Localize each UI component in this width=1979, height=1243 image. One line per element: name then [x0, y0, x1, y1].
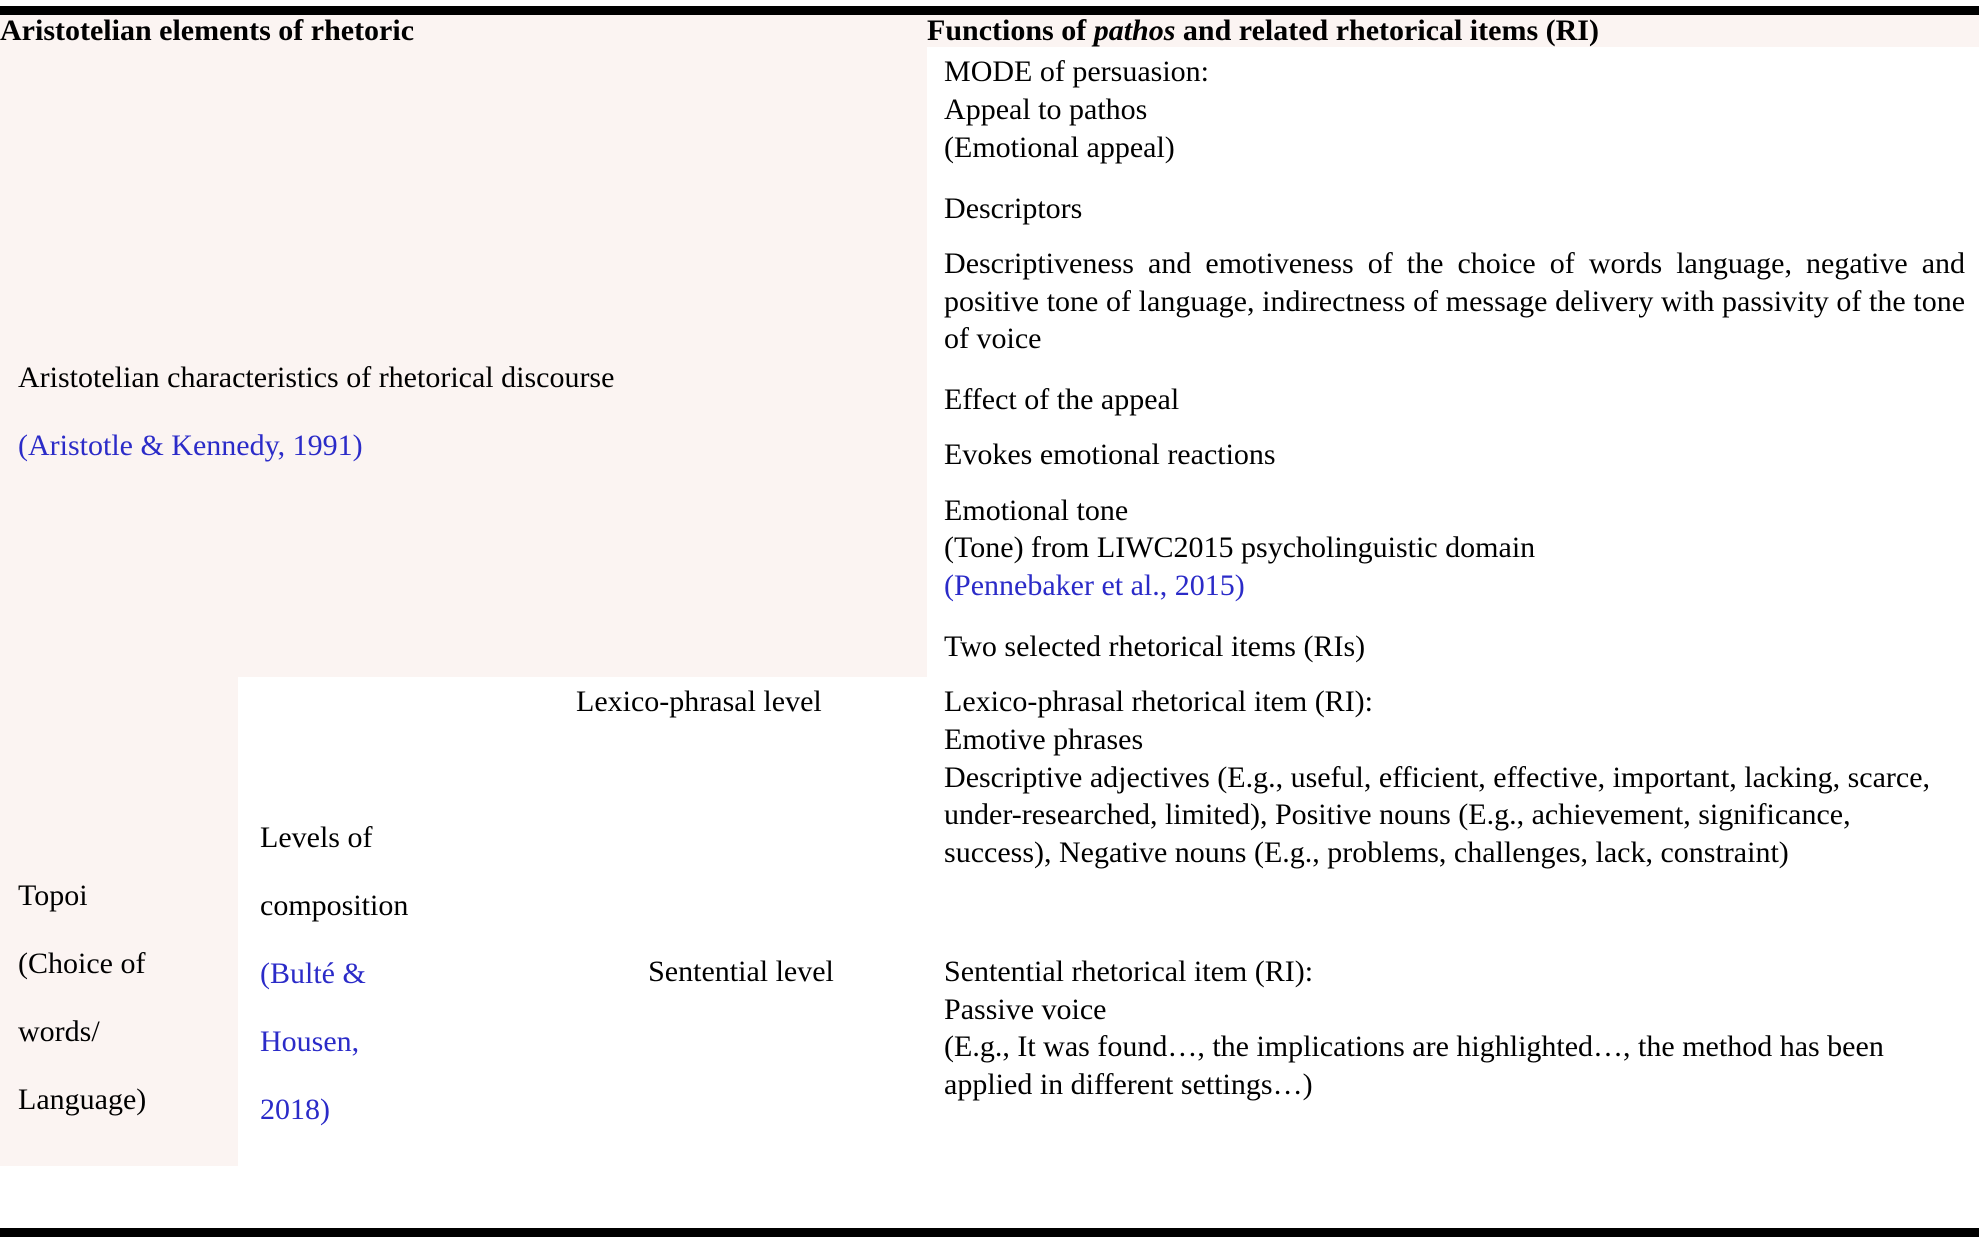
ri-line: (Tone) from LIWC2015 psycholinguistic domain: [944, 531, 1536, 565]
levels-line: Levels of: [260, 821, 373, 855]
aristotle-kennedy-citation: (Aristotle & Kennedy, 1991): [18, 429, 363, 463]
topoi-line: Language): [18, 1082, 147, 1116]
ri-cell-emotional-tone: [927, 486, 1979, 622]
ri-cell-sentential: [927, 947, 1979, 1166]
ri-line: Effect of the appeal: [944, 383, 1180, 417]
ri-line: Lexico-phrasal rhetorical item (RI):: [944, 685, 1374, 719]
level-label-lexico-phrasal: Lexico-phrasal level: [576, 685, 822, 719]
header-cell-left: Aristotelian elements of rhetoric: [0, 15, 927, 47]
ri-evokes-emotional-reactions-text: [927, 430, 1979, 482]
ri-mode-of-persuasion-text: [927, 47, 1979, 174]
ri-descriptiveness-text: Descriptiveness and emotiveness of the choice of words language, negative and positive tone of language, indirectness of message delivery with passivity of the tone of voice: [944, 246, 1966, 356]
ri-cell-effect-of-appeal: [927, 375, 1979, 430]
ri-sentential-text: [927, 947, 1979, 1112]
topoi-cell: [0, 677, 238, 1166]
ri-line: Two selected rhetorical items (RIs): [944, 629, 1366, 663]
aristotelian-label-line: Aristotelian characteristics of rhetorical discourse: [18, 361, 615, 395]
level-label-sentential: Sentential level: [648, 954, 834, 988]
ri-cell-descriptiveness: [927, 239, 1979, 375]
rhetoric-framework-table: [0, 15, 1979, 1166]
table-row: [0, 47, 1979, 183]
table-row: [0, 677, 1979, 947]
levels-of-composition-text: [238, 677, 552, 1166]
ri-lexico-phrasal-examples: Descriptive adjectives (E.g., useful, efficient, effective, important, lacking, scarce, under-researched, limited), Positive nouns (E.g., achievement, significance, success), Negative nouns (E.g., problems, challenges, lack, constraint): [944, 760, 1931, 869]
ri-cell-mode-of-persuasion: [927, 47, 1979, 183]
bulte-housen-citation-line: Housen,: [260, 1024, 360, 1058]
ri-line: Descriptors: [944, 191, 1083, 225]
aristotelian-characteristics-text: [0, 47, 927, 503]
level-cell-lexico-phrasal: [552, 677, 927, 947]
ri-line: Passive voice: [944, 992, 1107, 1026]
topoi-line: Topoi: [18, 879, 88, 913]
header-right-pre: Functions of: [927, 14, 1094, 47]
ri-effect-of-appeal-text: [927, 375, 1979, 427]
ri-descriptors-text: [927, 184, 1979, 236]
ri-emotional-tone-text: [927, 486, 1979, 613]
level-cell-sentential: [552, 947, 927, 1166]
topoi-line: (Choice of: [18, 947, 146, 981]
ri-line: Sentential rhetorical item (RI):: [944, 954, 1314, 988]
topoi-line: words/: [18, 1014, 100, 1048]
ri-lexico-phrasal-text: [927, 677, 1979, 879]
ri-line: Emotional tone: [944, 493, 1129, 527]
header-right-emphasis: pathos: [1093, 14, 1176, 47]
ri-cell-descriptors: [927, 184, 1979, 239]
ri-line: MODE of persuasion:: [944, 55, 1209, 89]
header-right-post: and related rhetorical items (RI): [1175, 14, 1599, 47]
ri-cell-evokes-emotional-reactions: [927, 430, 1979, 485]
table-header-row: [0, 15, 1979, 47]
ri-cell-lexico-phrasal: [927, 677, 1979, 947]
bulte-housen-citation-line: (Bulté &: [260, 956, 366, 990]
topoi-text: [0, 677, 238, 1156]
ri-cell-two-selected-items: [927, 622, 1979, 677]
ri-line: Appeal to pathos: [944, 93, 1148, 127]
levels-of-composition-cell: [238, 677, 552, 1166]
ri-two-selected-items-text: [927, 622, 1979, 674]
aristotelian-characteristics-cell: [0, 47, 927, 677]
header-cell-right: [927, 15, 1979, 47]
bulte-housen-citation-line: 2018): [260, 1092, 330, 1126]
table-bottom-rule: [0, 1228, 1979, 1237]
ri-line: Evokes emotional reactions: [944, 438, 1276, 472]
pennebaker-citation: (Pennebaker et al., 2015): [944, 569, 1245, 603]
ri-sentential-examples: (E.g., It was found…, the implications are highlighted…, the method has been applied in different settings…): [944, 1030, 1884, 1101]
ri-line: Emotive phrases: [944, 723, 1144, 757]
levels-line: composition: [260, 889, 409, 923]
ri-line: (Emotional appeal): [944, 130, 1175, 164]
